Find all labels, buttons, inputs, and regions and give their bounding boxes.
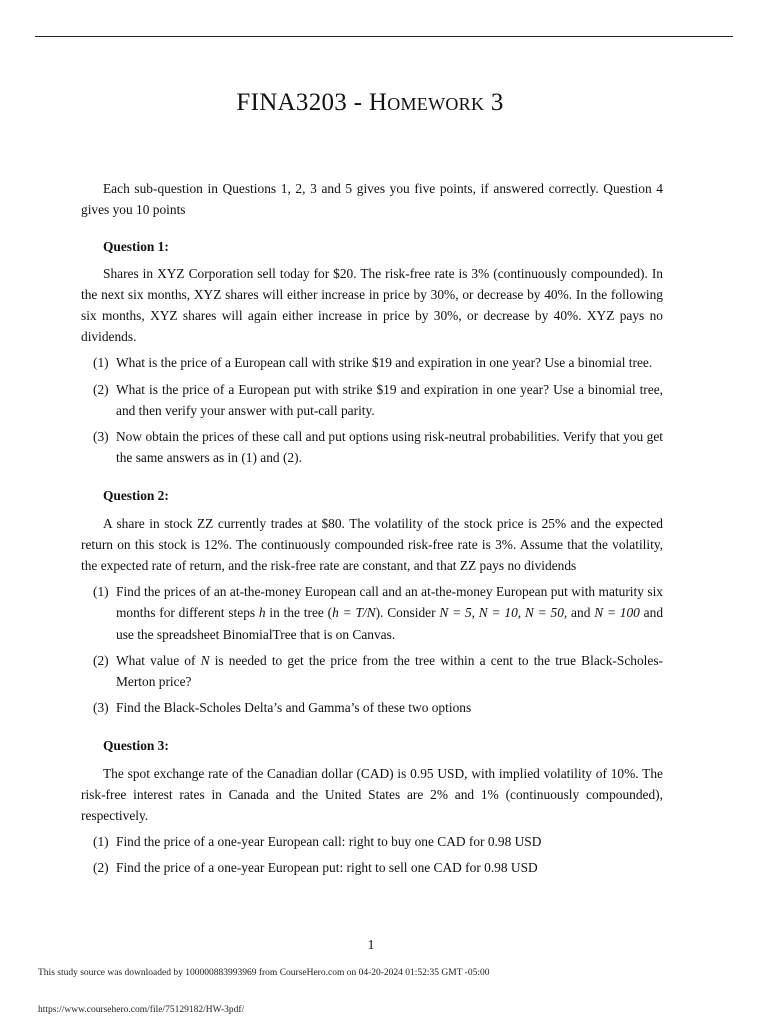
question-2-heading: Question 2: <box>103 488 169 504</box>
list-item: (3) Now obtain the prices of these call and put options using risk-neutral probabilities. Verify that you get the same answers as in (1) and (2). <box>93 429 663 466</box>
list-item: (3) Find the Black-Scholes Delta’s and Gamma’s of these two options <box>93 700 472 716</box>
question-2-text: A share in stock ZZ currently trades at $80. The volatility of the stock price is 25% and the expected return on this stock is 12%. The continuously compounded risk-free rate is 3%. Assume that the volatility, the expected rate of return, and the risk-free rate are constant, and that ZZ pays no dividends <box>81 515 663 574</box>
list-item: (2) What is the price of a European put with strike $19 and expiration in one year? Use a binomial tree, and then verify your answer with put-call parity. <box>93 381 663 418</box>
download-notice: This study source was downloaded by 100000883993969 from CourseHero.com on 04-20-2024 01:52:35 GMT -05:00 <box>38 968 490 978</box>
question-3-text: The spot exchange rate of the Canadian dollar (CAD) is 0.95 USD, with implied volatility of 10%. The risk-free interest rates in Canada and the United States are 2% and 1% (continuously compounded), respectively. <box>81 765 663 824</box>
list-item: (1) Find the price of a one-year European call: right to buy one CAD for 0.98 USD <box>93 834 542 850</box>
source-url[interactable]: https://www.coursehero.com/file/75129182/HW-3pdf/ <box>38 1005 245 1015</box>
list-item: (1) Find the prices of an at-the-money European call and an at-the-money European put with maturity six months for different steps h in the tree (h = T/N). Consider N = 5, N = 10, N = 50, and N = 100 and use the spreadsheet BinomialTree that is on Canvas. <box>93 584 664 642</box>
question-1-text: Shares in XYZ Corporation sell today for $20. The risk-free rate is 3% (continuously compounded). In the next six months, XYZ shares will either increase in price by 30%, or decrease by 40%. In the following six months, XYZ shares will again either increase in price by 30%, or decrease by 40%. XYZ pays no dividends. <box>81 265 663 345</box>
question-1-list <box>81 352 663 468</box>
list-item: (1) What is the price of a European call with strike $19 and expiration in one year? Use a binomial tree. <box>93 355 653 371</box>
page-title: FINA3203 - Homework 3 <box>236 89 504 116</box>
question-1-heading: Question 1: <box>103 239 169 255</box>
page-number: 1 <box>367 937 375 952</box>
intro-text: Each sub-question in Questions 1, 2, 3 and 5 gives you five points, if answered correctly. Question 4 gives you 10 points <box>81 181 663 218</box>
list-item: (2) Find the price of a one-year European put: right to sell one CAD for 0.98 USD <box>93 860 538 876</box>
top-rule <box>35 36 733 37</box>
question-3-heading: Question 3: <box>103 738 169 754</box>
list-item: (2) What value of N is needed to get the price from the tree within a cent to the true Black-Scholes-Merton price? <box>93 652 663 690</box>
question-2-list <box>81 581 663 718</box>
question-3-list <box>81 831 663 878</box>
document-body <box>81 178 663 879</box>
